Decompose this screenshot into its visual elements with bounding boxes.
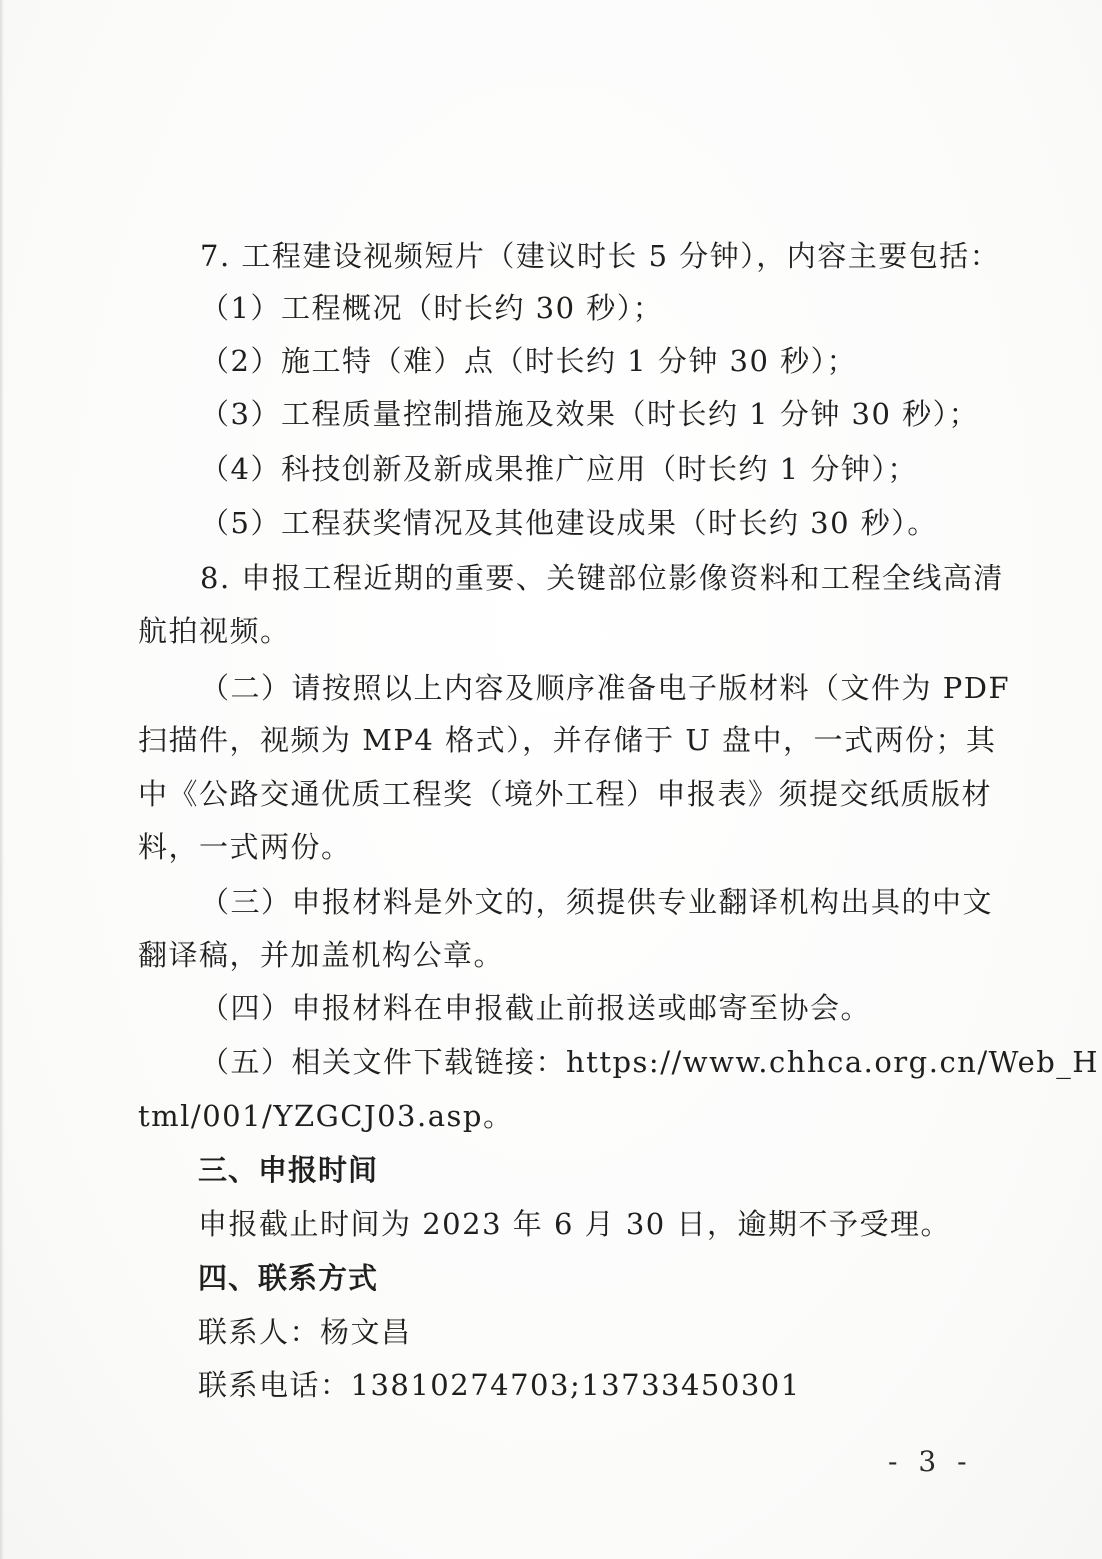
sub-item-1: （1）工程概况（时长约 30 秒）； (200, 291, 664, 325)
contact-phone: 联系电话：13810274703;13733450301 (198, 1368, 801, 1402)
para-2-line3: 中《公路交通优质工程奖（境外工程）申报表》须提交纸质版材 (138, 777, 993, 811)
para-5-line1: （五）相关文件下载链接：https://www.chhca.org.cn/Web_H (200, 1045, 1100, 1079)
para-5-line2: tml/001/YZGCJ03.asp。 (138, 1099, 514, 1133)
sub-item-5: （5）工程获奖情况及其他建设成果（时长约 30 秒）。 (200, 506, 938, 540)
para-3-line1: （三）申报材料是外文的，须提供专业翻译机构出具的中文 (200, 885, 994, 919)
deadline-text: 申报截止时间为 2023 年 6 月 30 日，逾期不予受理。 (198, 1207, 951, 1241)
para-2-line1: （二）请按照以上内容及顺序准备电子版材料（文件为 PDF (200, 671, 1011, 705)
item-8-line2: 航拍视频。 (138, 614, 291, 648)
scan-edge (0, 0, 4, 1559)
item-7-video: 7. 工程建设视频短片（建议时长 5 分钟），内容主要包括： (200, 239, 1001, 273)
page-number: - 3 - (888, 1445, 973, 1478)
section-4-heading: 四、联系方式 (198, 1261, 379, 1295)
para-3-line2: 翻译稿，并加盖机构公章。 (138, 938, 505, 972)
item-8-line1: 8. 申报工程近期的重要、关键部位影像资料和工程全线高清 (200, 561, 1004, 595)
sub-item-2: （2）施工特（难）点（时长约 1 分钟 30 秒）； (200, 344, 858, 378)
contact-person: 联系人：杨文昌 (198, 1315, 412, 1349)
section-3-heading: 三、申报时间 (198, 1153, 379, 1187)
para-2-line4: 料，一式两份。 (138, 830, 352, 864)
para-2-line2: 扫描件，视频为 MP4 格式），并存储于 U 盘中，一式两份；其 (138, 723, 997, 757)
sub-item-3: （3）工程质量控制措施及效果（时长约 1 分钟 30 秒）； (200, 397, 980, 431)
para-4: （四）申报材料在申报截止前报送或邮寄至协会。 (200, 991, 872, 1025)
sub-item-4: （4）科技创新及新成果推广应用（时长约 1 分钟）； (200, 452, 918, 486)
